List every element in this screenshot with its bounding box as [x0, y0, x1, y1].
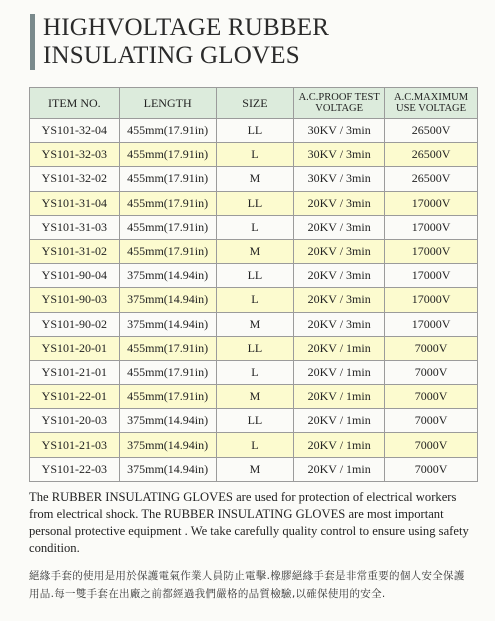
cell-max-use-voltage: 26500V: [385, 119, 478, 143]
description-english: The RUBBER INSULATING GLOVES are used for protection of electrical workers from electrical shock. The RUBBER INSULATING GLOVES are most important personal protective equipment . We take carefully quality control to ensure using safety condition.: [29, 490, 469, 555]
cell-size: M: [216, 312, 294, 336]
cell-size: LL: [216, 191, 294, 215]
cell-size: L: [216, 215, 294, 239]
cell-proof-test-voltage: 20KV / 1min: [294, 385, 385, 409]
cell-length: 375mm(14.94in): [119, 433, 216, 457]
cell-max-use-voltage: 7000V: [385, 360, 478, 384]
table-row: [30, 215, 478, 239]
table-row: [30, 167, 478, 191]
table-header-row: [30, 88, 478, 119]
cell-item-no: YS101-90-02: [30, 312, 120, 336]
cell-item-no: YS101-31-03: [30, 215, 120, 239]
cell-size: LL: [216, 409, 294, 433]
cell-max-use-voltage: 7000V: [385, 433, 478, 457]
cell-item-no: YS101-31-04: [30, 191, 120, 215]
table-row: [30, 409, 478, 433]
cell-size: L: [216, 288, 294, 312]
header-max-use-voltage: A.C.MAXIMUM USE VOLTAGE: [385, 88, 478, 119]
cell-size: L: [216, 360, 294, 384]
cell-max-use-voltage: 7000V: [385, 336, 478, 360]
cell-length: 455mm(17.91in): [119, 119, 216, 143]
cell-length: 375mm(14.94in): [119, 409, 216, 433]
cell-proof-test-voltage: 30KV / 3min: [294, 143, 385, 167]
table-row: [30, 457, 478, 481]
table-row: [30, 312, 478, 336]
cell-size: M: [216, 457, 294, 481]
cell-size: M: [216, 167, 294, 191]
cell-proof-test-voltage: 20KV / 3min: [294, 288, 385, 312]
cell-proof-test-voltage: 30KV / 3min: [294, 119, 385, 143]
cell-proof-test-voltage: 20KV / 1min: [294, 433, 385, 457]
cell-item-no: YS101-31-02: [30, 239, 120, 263]
cell-size: LL: [216, 264, 294, 288]
cell-max-use-voltage: 7000V: [385, 385, 478, 409]
cell-length: 455mm(17.91in): [119, 167, 216, 191]
cell-size: M: [216, 385, 294, 409]
spec-table: [29, 87, 478, 482]
cell-length: 375mm(14.94in): [119, 264, 216, 288]
cell-proof-test-voltage: 20KV / 1min: [294, 360, 385, 384]
header-proof-test-voltage: A.C.PROOF TEST VOLTAGE: [294, 88, 385, 119]
cell-max-use-voltage: 26500V: [385, 143, 478, 167]
cell-size: LL: [216, 119, 294, 143]
table-row: [30, 191, 478, 215]
cell-length: 375mm(14.94in): [119, 288, 216, 312]
cell-proof-test-voltage: 20KV / 3min: [294, 191, 385, 215]
cell-length: 455mm(17.91in): [119, 191, 216, 215]
cell-item-no: YS101-32-04: [30, 119, 120, 143]
cell-item-no: YS101-21-01: [30, 360, 120, 384]
table-row: [30, 433, 478, 457]
cell-size: M: [216, 239, 294, 263]
cell-max-use-voltage: 7000V: [385, 409, 478, 433]
header-size: SIZE: [216, 88, 294, 119]
cell-proof-test-voltage: 20KV / 3min: [294, 264, 385, 288]
cell-proof-test-voltage: 20KV / 1min: [294, 457, 385, 481]
cell-item-no: YS101-21-03: [30, 433, 120, 457]
cell-size: L: [216, 433, 294, 457]
cell-item-no: YS101-90-04: [30, 264, 120, 288]
cell-length: 455mm(17.91in): [119, 143, 216, 167]
header-item-no: ITEM NO.: [30, 88, 120, 119]
cell-length: 455mm(17.91in): [119, 215, 216, 239]
cell-length: 455mm(17.91in): [119, 385, 216, 409]
table-row: [30, 385, 478, 409]
cell-size: L: [216, 143, 294, 167]
table-row: [30, 264, 478, 288]
cell-item-no: YS101-32-03: [30, 143, 120, 167]
cell-item-no: YS101-22-01: [30, 385, 120, 409]
cell-max-use-voltage: 7000V: [385, 457, 478, 481]
cell-length: 375mm(14.94in): [119, 457, 216, 481]
cell-length: 375mm(14.94in): [119, 312, 216, 336]
page-title-line-2: INSULATING GLOVES: [43, 42, 300, 69]
cell-proof-test-voltage: 20KV / 1min: [294, 409, 385, 433]
cell-item-no: YS101-20-01: [30, 336, 120, 360]
description-chinese: 絕緣手套的使用是用於保護電氣作業人員防止電擊.橡膠絕緣手套是非常重要的個人安全保護用品.每一雙手套在出廠之前都經過我們嚴格的品質檢驗,以確保使用的安全.: [29, 570, 465, 600]
cell-proof-test-voltage: 20KV / 1min: [294, 336, 385, 360]
cell-length: 455mm(17.91in): [119, 239, 216, 263]
cell-proof-test-voltage: 20KV / 3min: [294, 312, 385, 336]
cell-max-use-voltage: 17000V: [385, 288, 478, 312]
cell-item-no: YS101-22-03: [30, 457, 120, 481]
cell-item-no: YS101-20-03: [30, 409, 120, 433]
title-block: [30, 14, 329, 70]
cell-length: 455mm(17.91in): [119, 360, 216, 384]
cell-max-use-voltage: 17000V: [385, 239, 478, 263]
cell-proof-test-voltage: 20KV / 3min: [294, 239, 385, 263]
table-row: [30, 336, 478, 360]
cell-max-use-voltage: 26500V: [385, 167, 478, 191]
table-row: [30, 143, 478, 167]
cell-proof-test-voltage: 30KV / 3min: [294, 167, 385, 191]
header-length: LENGTH: [119, 88, 216, 119]
page-title-line-1: HIGHVOLTAGE RUBBER: [43, 14, 330, 41]
cell-max-use-voltage: 17000V: [385, 215, 478, 239]
cell-length: 455mm(17.91in): [119, 336, 216, 360]
cell-size: LL: [216, 336, 294, 360]
table-row: [30, 288, 478, 312]
cell-proof-test-voltage: 20KV / 3min: [294, 215, 385, 239]
table-row: [30, 360, 478, 384]
table-row: [30, 119, 478, 143]
page-title: [43, 14, 329, 70]
cell-item-no: YS101-32-02: [30, 167, 120, 191]
cell-max-use-voltage: 17000V: [385, 191, 478, 215]
cell-max-use-voltage: 17000V: [385, 264, 478, 288]
table-row: [30, 239, 478, 263]
cell-item-no: YS101-90-03: [30, 288, 120, 312]
title-accent-bar: [30, 14, 35, 70]
cell-max-use-voltage: 17000V: [385, 312, 478, 336]
